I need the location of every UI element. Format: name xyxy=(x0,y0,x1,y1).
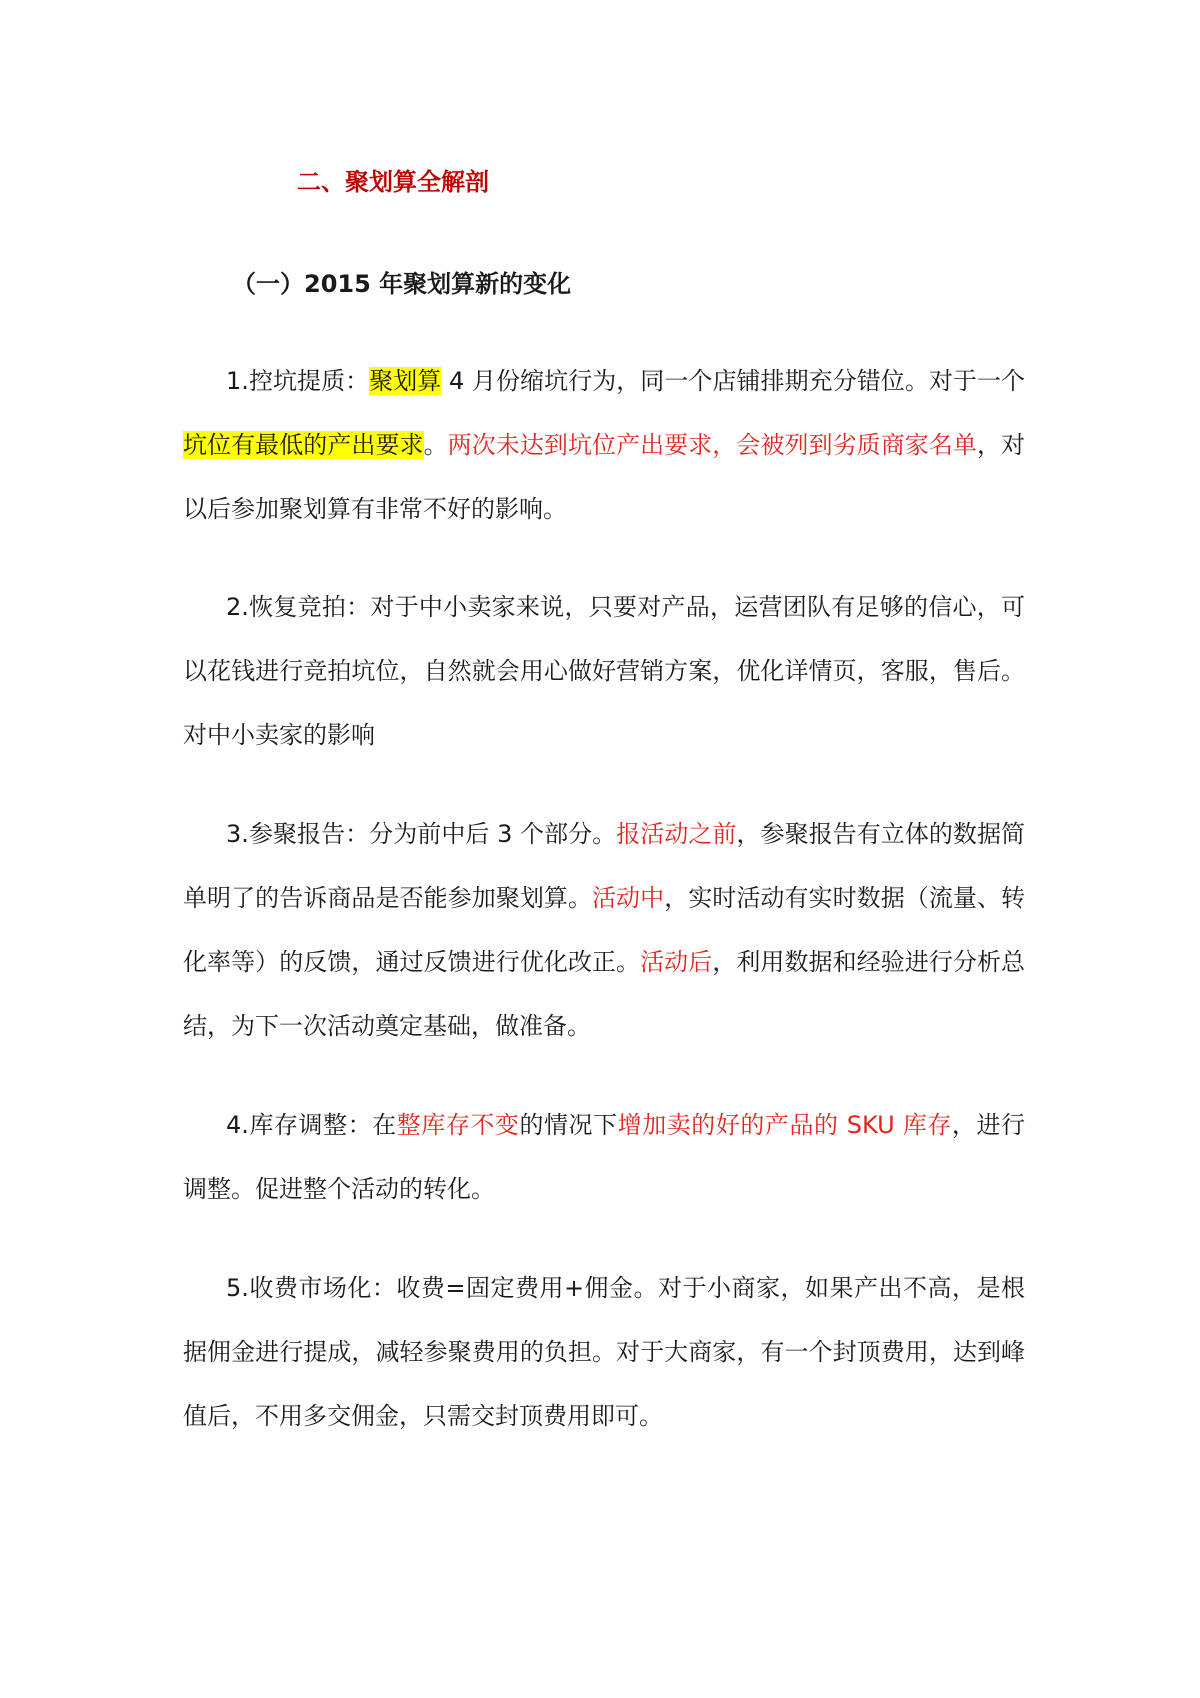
body-text: 的情况下 xyxy=(519,1111,618,1139)
subsection-title: （一）2015 年聚划算新的变化 xyxy=(232,270,572,298)
red-emphasis-text: 整库存不变 xyxy=(396,1111,520,1139)
paragraph-lead: 3.参聚报告：分为前中后 3 个部分。 xyxy=(226,820,617,848)
red-emphasis-text: 两次未达到坑位产出要求，会被列到劣质商家名单 xyxy=(447,431,977,459)
body-text: 2.恢复竞拍：对于中小卖家来说，只要对产品，运营团队有足够的信心，可以花钱进行竞拍坑位，自然就会用心做好营销方案，优化详情页，客服，售后。对中小卖家的影响 xyxy=(183,593,1025,749)
body-text: ，进行调整。促进整个活动的转化。 xyxy=(183,1111,1026,1203)
paragraph-lead: 1.控坑提质： xyxy=(226,367,370,395)
red-emphasis-text: 增加卖的好的产品的 SKU 库存 xyxy=(617,1111,952,1139)
red-emphasis-text: 报活动之前 xyxy=(616,820,737,848)
paragraph-resume-bidding xyxy=(183,575,1025,767)
section-title: 二、聚划算全解剖 xyxy=(297,168,489,196)
body-text: ，对以后参加聚划算有非常不好的影响。 xyxy=(183,431,1026,523)
red-emphasis-text: 活动中 xyxy=(592,884,665,912)
highlighted-text: 坑位有最低的产出要求 xyxy=(183,431,424,459)
paragraph-lead: 4.库存调整：在 xyxy=(226,1111,397,1139)
paragraph-participation-report xyxy=(183,802,1025,1058)
body-text: ，参聚报告有立体的数据简单明了的告诉商品是否能参加聚划算。 xyxy=(183,820,1026,912)
red-emphasis-text: 活动后 xyxy=(640,948,713,976)
body-text: 4 月份缩坑行为，同一个店铺排期充分错位。对于一个 xyxy=(441,367,1026,395)
highlighted-text: 聚划算 xyxy=(369,367,442,395)
body-text: 。 xyxy=(423,431,448,459)
paragraph-inventory-adjustment xyxy=(183,1093,1025,1221)
body-text: ，利用数据和经验进行分析总结，为下一次活动奠定基础，做准备。 xyxy=(183,948,1026,1040)
paragraph-control-slots xyxy=(183,349,1025,541)
body-text: ，实时活动有实时数据（流量、转化率等）的反馈，通过反馈进行优化改正。 xyxy=(183,884,1026,976)
paragraph-market-fees xyxy=(183,1256,1025,1448)
body-text: 5.收费市场化：收费=固定费用+佣金。对于小商家，如果产出不高，是根据佣金进行提成，减轻参聚费用的负担。对于大商家，有一个封顶费用，达到峰值后，不用多交佣金，只需交封顶费用即可。 xyxy=(183,1274,1025,1430)
